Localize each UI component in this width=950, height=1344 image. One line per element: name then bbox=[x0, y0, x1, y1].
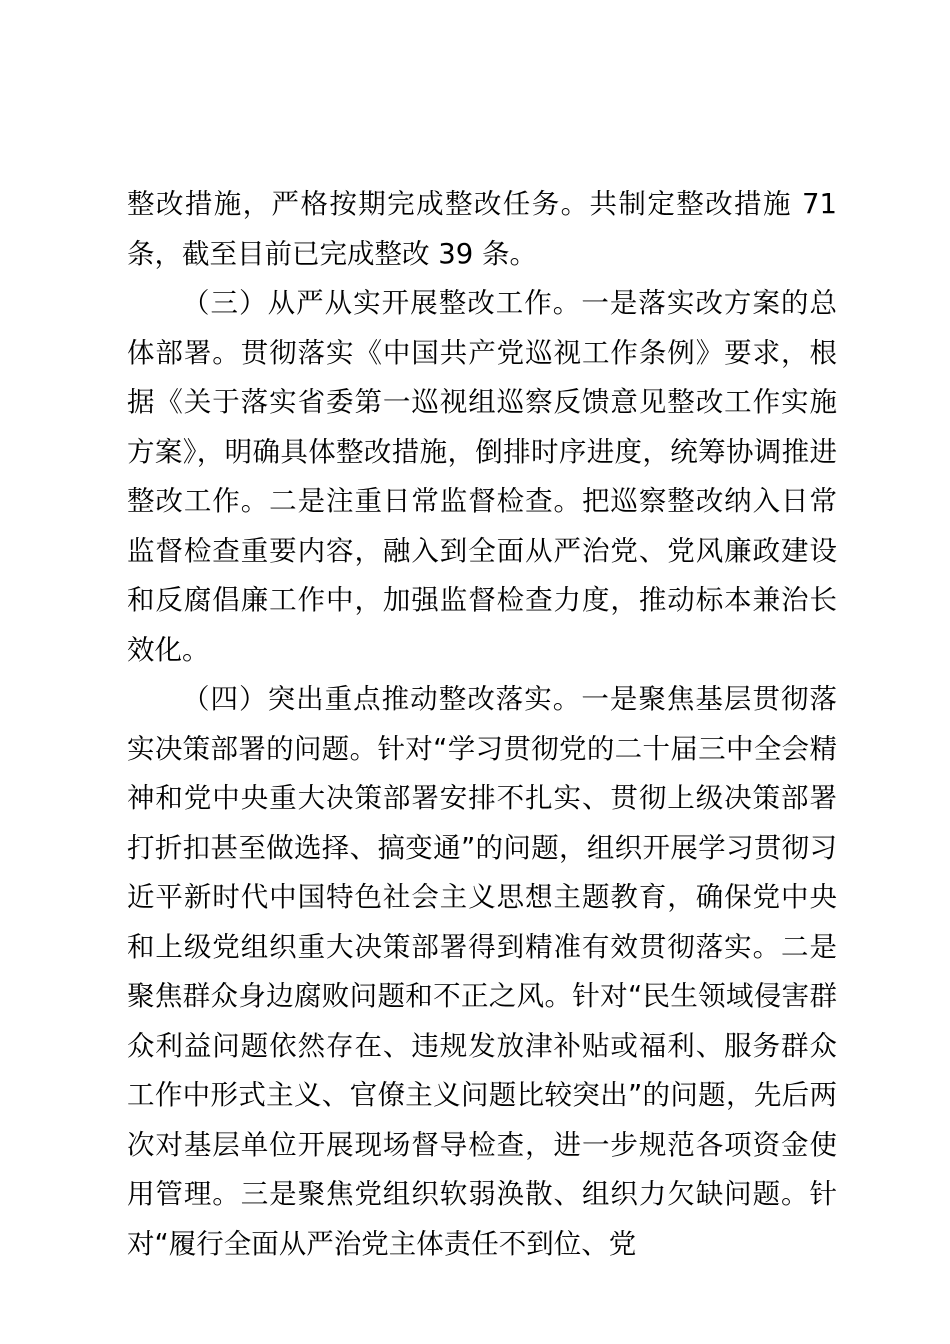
document-body bbox=[127, 180, 837, 1269]
paragraph-section-3: （三）从严从实开展整改工作。一是落实改方案的总体部署。贯彻落实《中国共产党巡视工作条例》要求，根据《关于落实省委第一巡视组巡察反馈意见整改工作实施方案》，明确具体整改措施，倒排时序进度，统筹协调推进整改工作。二是注重日常监督检查。把巡察整改纳入日常监督检查重要内容，融入到全面从严治党、党风廉政建设和反腐倡廉工作中，加强监督检查力度，推动标本兼治长效化。 bbox=[127, 287, 837, 666]
paragraph-continuation: 整改措施，严格按期完成整改任务。共制定整改措施 71 条，截至目前已完成整改 39 条。 bbox=[127, 188, 837, 270]
paragraph-section-4: （四）突出重点推动整改落实。一是聚焦基层贯彻落实决策部署的问题。针对“学习贯彻党的二十届三中全会精神和党中央重大决策部署安排不扎实、贯彻上级决策部署打折扣甚至做选择、搞变通”的问题，组织开展学习贯彻习近平新时代中国特色社会主义思想主题教育，确保党中央和上级党组织重大决策部署得到精准有效贯彻落实。二是聚焦群众身边腐败问题和不正之风。针对“民生领域侵害群众利益问题依然存在、违规发放津补贴或福利、服务群众工作中形式主义、官僚主义问题比较突出”的问题，先后两次对基层单位开展现场督导检查，进一步规范各项资金使用管理。三是聚焦党组织软弱涣散、组织力欠缺问题。针对“履行全面从严治党主体责任不到位、党 bbox=[127, 683, 837, 1260]
